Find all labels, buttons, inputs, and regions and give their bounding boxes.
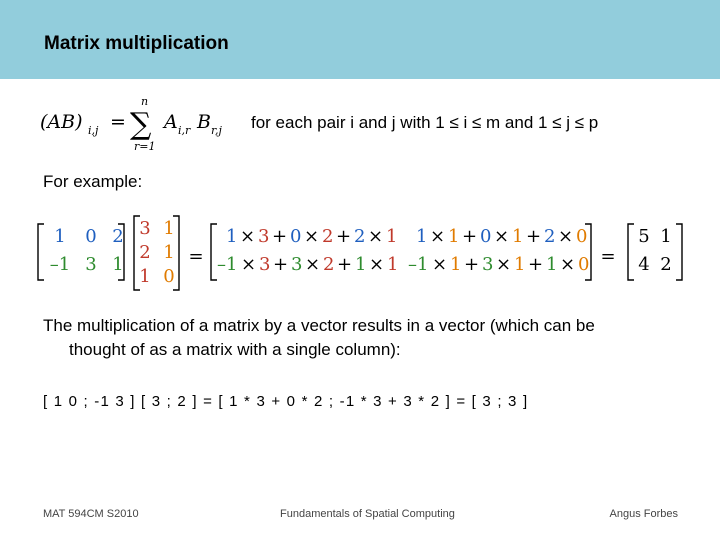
expansion-token: 3 bbox=[482, 254, 494, 275]
matrix-b-cell: 3 bbox=[139, 218, 151, 239]
expansion-token: + bbox=[526, 226, 542, 247]
formula-term-a: A bbox=[164, 111, 178, 133]
expansion-token: × bbox=[305, 254, 321, 275]
matrix-a-cell: –1 bbox=[49, 254, 71, 275]
expansion-token: × bbox=[240, 226, 256, 247]
expansion-token: + bbox=[462, 226, 478, 247]
expansion-token: 1 bbox=[226, 226, 238, 247]
expansion-token: + bbox=[337, 254, 353, 275]
matrix-a-cell: 1 bbox=[54, 226, 66, 247]
matrix-a-cell: 2 bbox=[112, 226, 124, 247]
expansion-token: 3 bbox=[291, 254, 303, 275]
expansion-token: × bbox=[430, 226, 446, 247]
formula-lhs-sub: i,j bbox=[88, 124, 99, 137]
expansion-token: + bbox=[528, 254, 544, 275]
matrix-b-cell: 2 bbox=[139, 242, 151, 263]
formula-sum-lower: r=1 bbox=[134, 140, 156, 153]
vector-explanation bbox=[43, 314, 683, 362]
expansion-token: 1 bbox=[512, 226, 524, 247]
matrix-b-cell: 1 bbox=[163, 218, 175, 239]
paragraph-line-1: The multiplication of a matrix by a vector results in a vector (which can be bbox=[43, 316, 595, 335]
matrix-a-cell: 0 bbox=[85, 226, 97, 247]
expansion-token: 1 bbox=[514, 254, 526, 275]
index-condition: for each pair i and j with 1 ≤ i ≤ m and 1 ≤ j ≤ p bbox=[251, 113, 599, 132]
expansion-token: 3 bbox=[259, 254, 271, 275]
result-left-bracket bbox=[628, 224, 634, 280]
example-label: For example: bbox=[43, 172, 143, 191]
matrix-a-cell: 1 bbox=[112, 254, 124, 275]
expansion-token: + bbox=[464, 254, 480, 275]
slide-title: Matrix multiplication bbox=[44, 33, 229, 54]
footer-author: Angus Forbes bbox=[609, 508, 678, 520]
expansion-token: 1 bbox=[387, 254, 399, 275]
expansion-token: + bbox=[272, 226, 288, 247]
formula-lhs: (AB) bbox=[40, 111, 83, 133]
matrix-a-left-bracket bbox=[38, 224, 44, 280]
footer-course: MAT 594CM S2010 bbox=[43, 508, 139, 520]
vector-example: [ 1 0 ; -1 3 ] [ 3 ; 2 ] = [ 1 * 3 + 0 * 2 ; -1 * 3 + 3 * 2 ] = [ 3 ; 3 ] bbox=[43, 393, 529, 410]
expansion-token: 0 bbox=[578, 254, 590, 275]
matrix-b-cell: 0 bbox=[163, 266, 175, 287]
expansion-token: × bbox=[560, 254, 576, 275]
expansion-token: 1 bbox=[448, 226, 460, 247]
expansion-token: × bbox=[369, 254, 385, 275]
paragraph-line-2: thought of as a matrix with a single column): bbox=[69, 340, 401, 359]
expansion-token: × bbox=[496, 254, 512, 275]
expansion-token: 2 bbox=[354, 226, 366, 247]
expansion-token: –1 bbox=[217, 254, 238, 275]
expansion-token: × bbox=[558, 226, 574, 247]
formula-equals: = bbox=[110, 111, 126, 133]
expansion-token: 0 bbox=[290, 226, 302, 247]
expansion-token: 3 bbox=[258, 226, 270, 247]
matrix-equals-2: = bbox=[600, 246, 616, 267]
expansion-token: 0 bbox=[576, 226, 588, 247]
result-cell: 1 bbox=[660, 226, 672, 247]
result-cell: 4 bbox=[638, 254, 650, 275]
expansion-token: × bbox=[368, 226, 384, 247]
expansion-token: –1 bbox=[408, 254, 429, 275]
matrix-product-example bbox=[36, 208, 684, 298]
result-right-bracket bbox=[676, 224, 682, 280]
expansion-token: + bbox=[336, 226, 352, 247]
expansion-token: 1 bbox=[386, 226, 398, 247]
expansion-token: 0 bbox=[480, 226, 492, 247]
formula-sum-upper: n bbox=[141, 95, 149, 108]
result-cell: 5 bbox=[638, 226, 650, 247]
formula-term-a-sub: i,r bbox=[178, 124, 191, 137]
summation-formula bbox=[40, 90, 240, 154]
expansion-token: × bbox=[241, 254, 257, 275]
formula-term-b-sub: r,j bbox=[211, 124, 222, 137]
matrix-equals-1: = bbox=[188, 246, 204, 267]
matrix-b-cell: 1 bbox=[139, 266, 151, 287]
expansion-token: × bbox=[494, 226, 510, 247]
expansion-token: 2 bbox=[323, 254, 335, 275]
expansion-token: × bbox=[432, 254, 448, 275]
formula-sum-symbol: ∑ bbox=[130, 107, 152, 142]
formula-term-b: B bbox=[197, 111, 211, 133]
matrix-a-cell: 3 bbox=[85, 254, 97, 275]
matrix-b-cell: 1 bbox=[163, 242, 175, 263]
expansion-token: + bbox=[273, 254, 289, 275]
expansion-token: 2 bbox=[544, 226, 556, 247]
footer-subject: Fundamentals of Spatial Computing bbox=[280, 508, 455, 520]
result-cell: 2 bbox=[660, 254, 672, 275]
expansion-token: × bbox=[304, 226, 320, 247]
expansion-token: 1 bbox=[416, 226, 428, 247]
expansion-token: 1 bbox=[546, 254, 558, 275]
expansion-token: 1 bbox=[355, 254, 367, 275]
expansion-token: 1 bbox=[450, 254, 462, 275]
expansion-token: 2 bbox=[322, 226, 334, 247]
